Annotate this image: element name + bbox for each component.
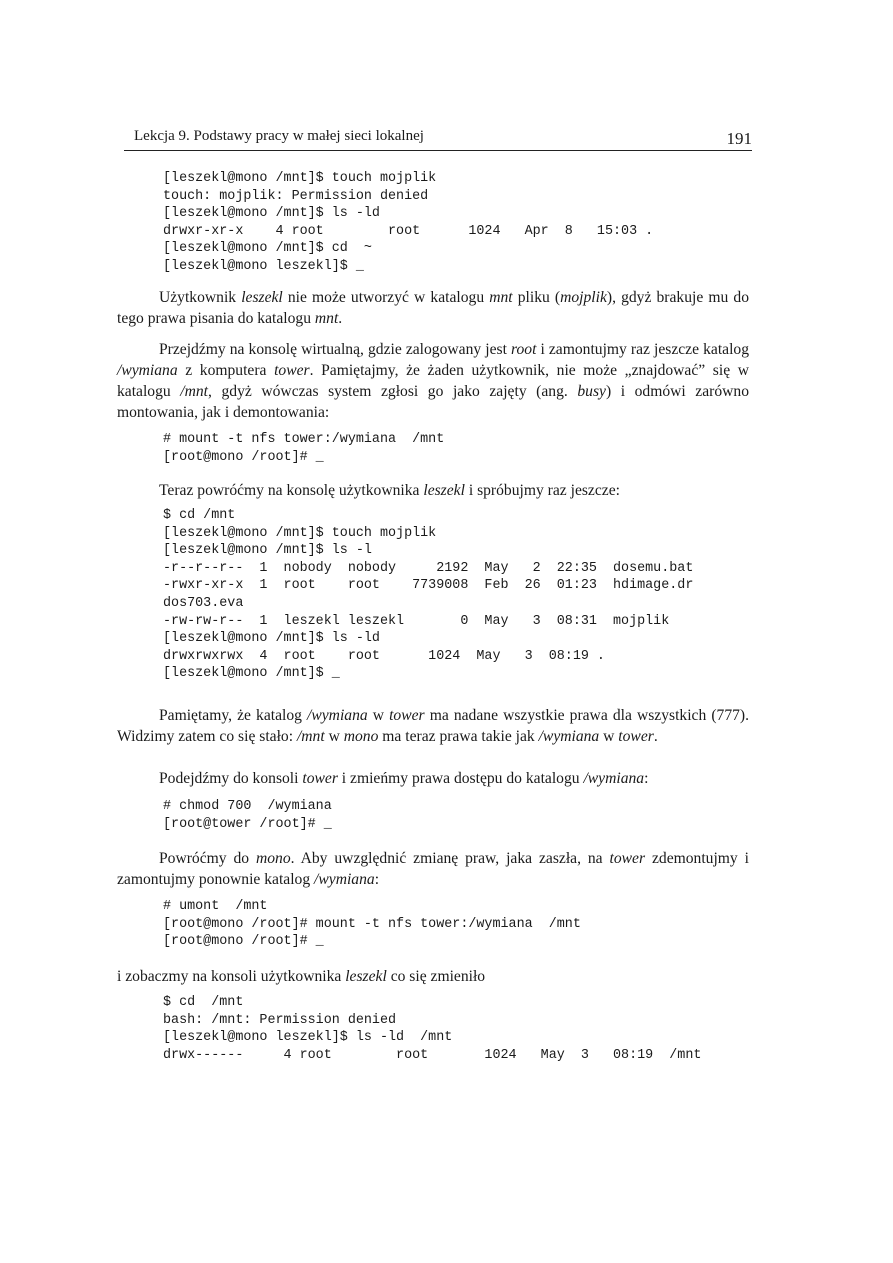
terminal-line: touch: mojplik: Permission denied: [163, 188, 429, 204]
body-paragraph: Pamiętamy, że katalog /wymiana w tower ma nadane wszystkie prawa dla wszystkich (777). Widzimy zatem co się stało: /mnt w mono ma teraz prawa takie jak /wymiana w tower.: [117, 707, 750, 745]
terminal-line: -rwxr-xr-x 1 root root 7739008 Feb 26 01:23 hdimage.dr: [163, 578, 694, 594]
terminal-line: # umont /mnt: [163, 899, 268, 914]
terminal-line: drwxr-xr-x 4 root root 1024 Apr 8 15:03 .: [163, 223, 654, 239]
terminal-listing: [163, 507, 693, 683]
terminal-listing: [163, 994, 701, 1064]
terminal-line: $ cd /mnt: [163, 995, 244, 1010]
terminal-line: # chmod 700 /wymiana: [163, 799, 332, 814]
terminal-line: bash: /mnt: Permission denied: [163, 1012, 397, 1028]
terminal-line: dos703.eva: [163, 595, 244, 611]
terminal-line: [leszekl@mono /mnt]$ ls -ld: [163, 631, 380, 647]
body-paragraph: Teraz powróćmy na konsolę użytkownika leszekl i spróbujmy raz jeszcze:: [159, 482, 620, 499]
terminal-line: [leszekl@mono /mnt]$ touch mojplik: [163, 525, 437, 541]
terminal-line: [root@mono /root]# _: [163, 449, 324, 465]
terminal-line: [leszekl@mono /mnt]$ ls -l: [163, 543, 372, 559]
body-paragraph: Użytkownik leszekl nie może utworzyć w katalogu mnt pliku (mojplik), gdyż brakuje mu do tego prawa pisania do katalogu mnt.: [117, 289, 749, 327]
body-paragraph: Powróćmy do mono. Aby uwzględnić zmianę praw, jaka zaszła, na tower zdemontujmy i zamontujmy ponownie katalog /wymiana:: [117, 850, 749, 888]
running-head: Lekcja 9. Podstawy pracy w małej sieci lokalnej: [134, 128, 424, 144]
page-header: [124, 126, 752, 151]
terminal-line: drwx------ 4 root root 1024 May 3 08:19 /mnt: [163, 1047, 702, 1063]
terminal-line: [leszekl@mono /mnt]$ _: [163, 666, 340, 682]
terminal-listing: [163, 431, 444, 466]
terminal-line: -r--r--r-- 1 nobody nobody 2192 May 2 22:35 dosemu.bat: [163, 560, 694, 576]
terminal-line: [root@mono /root]# _: [163, 934, 324, 950]
terminal-line: [leszekl@mono /mnt]$ touch mojplik: [163, 171, 437, 186]
body-paragraph: Przejdźmy na konsolę wirtualną, gdzie zalogowany jest root i zamontujmy raz jeszcze katalog /wymiana z komputera tower. Pamiętajmy, że żaden użytkownik, nie może „znajdować” się w katalogu /mnt, gdyż wówczas system zgłosi go jako zajęty (ang. busy) i odmówi zarówno montowania, jak i demontowania:: [117, 341, 749, 421]
page-number: 191: [726, 129, 752, 148]
terminal-line: -rw-rw-r-- 1 leszekl leszekl 0 May 3 08:31 mojplik: [163, 613, 670, 629]
terminal-listing: [163, 898, 581, 951]
body-paragraph: i zobaczmy na konsoli użytkownika leszekl co się zmieniło: [117, 968, 486, 985]
terminal-listing: [163, 798, 332, 833]
terminal-line: drwxrwxrwx 4 root root 1024 May 3 08:19 .: [163, 648, 605, 664]
body-paragraph: Podejdźmy do konsoli tower i zmieńmy prawa dostępu do katalogu /wymiana:: [159, 770, 649, 787]
terminal-line: [root@tower /root]# _: [163, 816, 332, 832]
terminal-line: [root@mono /root]# mount -t nfs tower:/wymiana /mnt: [163, 916, 581, 932]
terminal-line: [leszekl@mono leszekl]$ ls -ld /mnt: [163, 1030, 453, 1046]
terminal-line: [leszekl@mono leszekl]$ _: [163, 258, 364, 274]
terminal-line: # mount -t nfs tower:/wymiana /mnt: [163, 432, 445, 447]
terminal-line: [leszekl@mono /mnt]$ cd ~: [163, 241, 372, 257]
terminal-line: $ cd /mnt: [163, 508, 236, 523]
terminal-listing: [163, 170, 653, 276]
terminal-line: [leszekl@mono /mnt]$ ls -ld: [163, 206, 380, 222]
